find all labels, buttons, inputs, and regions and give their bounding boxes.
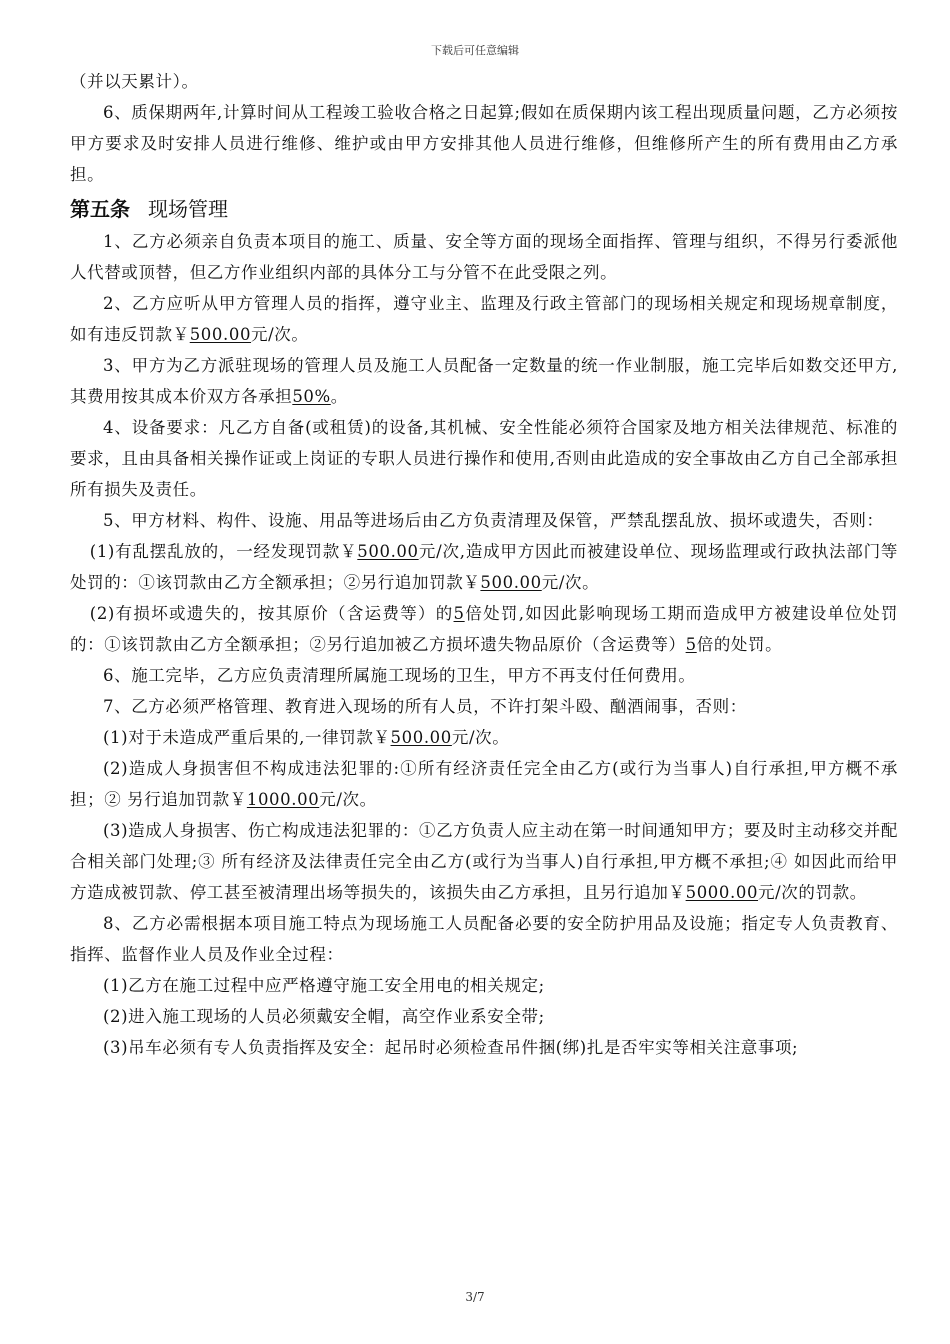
paragraph-warranty: 6、质保期两年,计算时间从工程竣工验收合格之日起算;假如在质保期内该工程出现质量问题，乙方必须按甲方要求及时安排人员进行维修、维护或由甲方安排其他人员进行维修，但维修所产生的所有费用由乙方承担。 xyxy=(70,103,898,184)
item-8-3: (3)吊车必须有专人负责指挥及安全：起吊时必须检查吊件捆(绑)扎是否牢实等相关注意事项; xyxy=(103,1038,799,1057)
fine-amount: 500.00 xyxy=(357,542,419,561)
item-1: 1、乙方必须亲自负责本项目的施工、质量、安全等方面的现场全面指挥、管理与组织，不得另行委派他人代替或顶替，但乙方作业组织内部的具体分工与分管不在此受限之列。 xyxy=(70,232,898,282)
fine-amount: 500.00 xyxy=(189,325,252,344)
page-number: 3/7 xyxy=(465,1290,485,1304)
paragraph-continuation: （并以天累计）。 xyxy=(70,72,199,91)
penalty-multiplier: 5 xyxy=(453,604,465,623)
item-6: 6、施工完毕，乙方应负责清理所属施工现场的卫生，甲方不再支付任何费用。 xyxy=(103,666,696,685)
section-title: 现场管理 xyxy=(148,197,228,221)
section-number: 第五条 xyxy=(70,197,130,221)
item-7-1: (1)对于未造成严重后果的,一律罚款￥500.00元/次。 xyxy=(103,728,510,747)
item-7: 7、乙方必须严格管理、教育进入现场的所有人员，不许打架斗殴、酗酒闹事，否则： xyxy=(103,697,747,716)
item-5-2: (2)有损坏或遗失的，按其原价（含运费等）的5倍处罚,如因此影响现场工期而造成甲方被建设单位处罚的：①该罚款由乙方全额承担；②另行追加被乙方损坏遗失物品原价（含运费等）5倍的处罚。 xyxy=(70,604,898,654)
item-2: 2、乙方应听从甲方管理人员的指挥，遵守业主、监理及行政主管部门的现场相关规定和现场规章制度，如有违反罚款￥500.00元/次。 xyxy=(70,294,898,344)
page-header: 下载后可任意编辑 xyxy=(431,44,519,57)
penalty-multiplier: 5 xyxy=(685,635,697,654)
share-percent: 50% xyxy=(292,387,331,406)
item-5-1: (1)有乱摆乱放的，一经发现罚款￥500.00元/次,造成甲方因此而被建设单位、现场监理或行政执法部门等处罚的：①该罚款由乙方全额承担；②另行追加罚款￥500.00元/次。 xyxy=(70,542,898,592)
fine-amount: 5000.00 xyxy=(685,883,759,902)
document-body xyxy=(70,66,898,1063)
item-5: 5、甲方材料、构件、设施、用品等进场后由乙方负责清理及保管，严禁乱摆乱放、损坏或遗失，否则： xyxy=(103,511,884,530)
item-3: 3、甲方为乙方派驻现场的管理人员及施工人员配备一定数量的统一作业制服，施工完毕后如数交还甲方,其费用按其成本价双方各承担50%。 xyxy=(70,356,898,406)
item-8: 8、乙方必需根据本项目施工特点为现场施工人员配备必要的安全防护用品及设施；指定专人负责教育、指挥、监督作业人员及作业全过程： xyxy=(70,914,898,964)
item-7-2: (2)造成人身损害但不构成违法犯罪的:①所有经济责任完全由乙方(或行为当事人)自行承担,甲方概不承担；② 另行追加罚款￥1000.00元/次。 xyxy=(70,759,898,809)
item-8-1: (1)乙方在施工过程中应严格遵守施工安全用电的相关规定; xyxy=(103,976,545,995)
fine-amount: 1000.00 xyxy=(246,790,320,809)
fine-amount: 500.00 xyxy=(390,728,452,747)
item-7-3: (3)造成人身损害、伤亡构成违法犯罪的：①乙方负责人应主动在第一时间通知甲方；要及时主动移交并配合相关部门处理;③ 所有经济及法律责任完全由乙方(或行为当事人)自行承担,甲方概不承担;④ 如因此而给甲方造成被罚款、停工甚至被清理出场等损失的，该损失由乙方承担，且另行追加￥5000.00元/次的罚款。 xyxy=(70,821,898,902)
item-8-2: (2)进入施工现场的人员必须戴安全帽，高空作业系安全带; xyxy=(103,1007,545,1026)
fine-amount: 500.00 xyxy=(480,573,542,592)
section-heading xyxy=(70,192,898,226)
item-4: 4、设备要求：凡乙方自备(或租赁)的设备,其机械、安全性能必须符合国家及地方相关法律规范、标准的要求，且由具备相关操作证或上岗证的专职人员进行操作和使用,否则由此造成的安全事故由乙方自己全部承担所有损失及责任。 xyxy=(70,418,898,499)
